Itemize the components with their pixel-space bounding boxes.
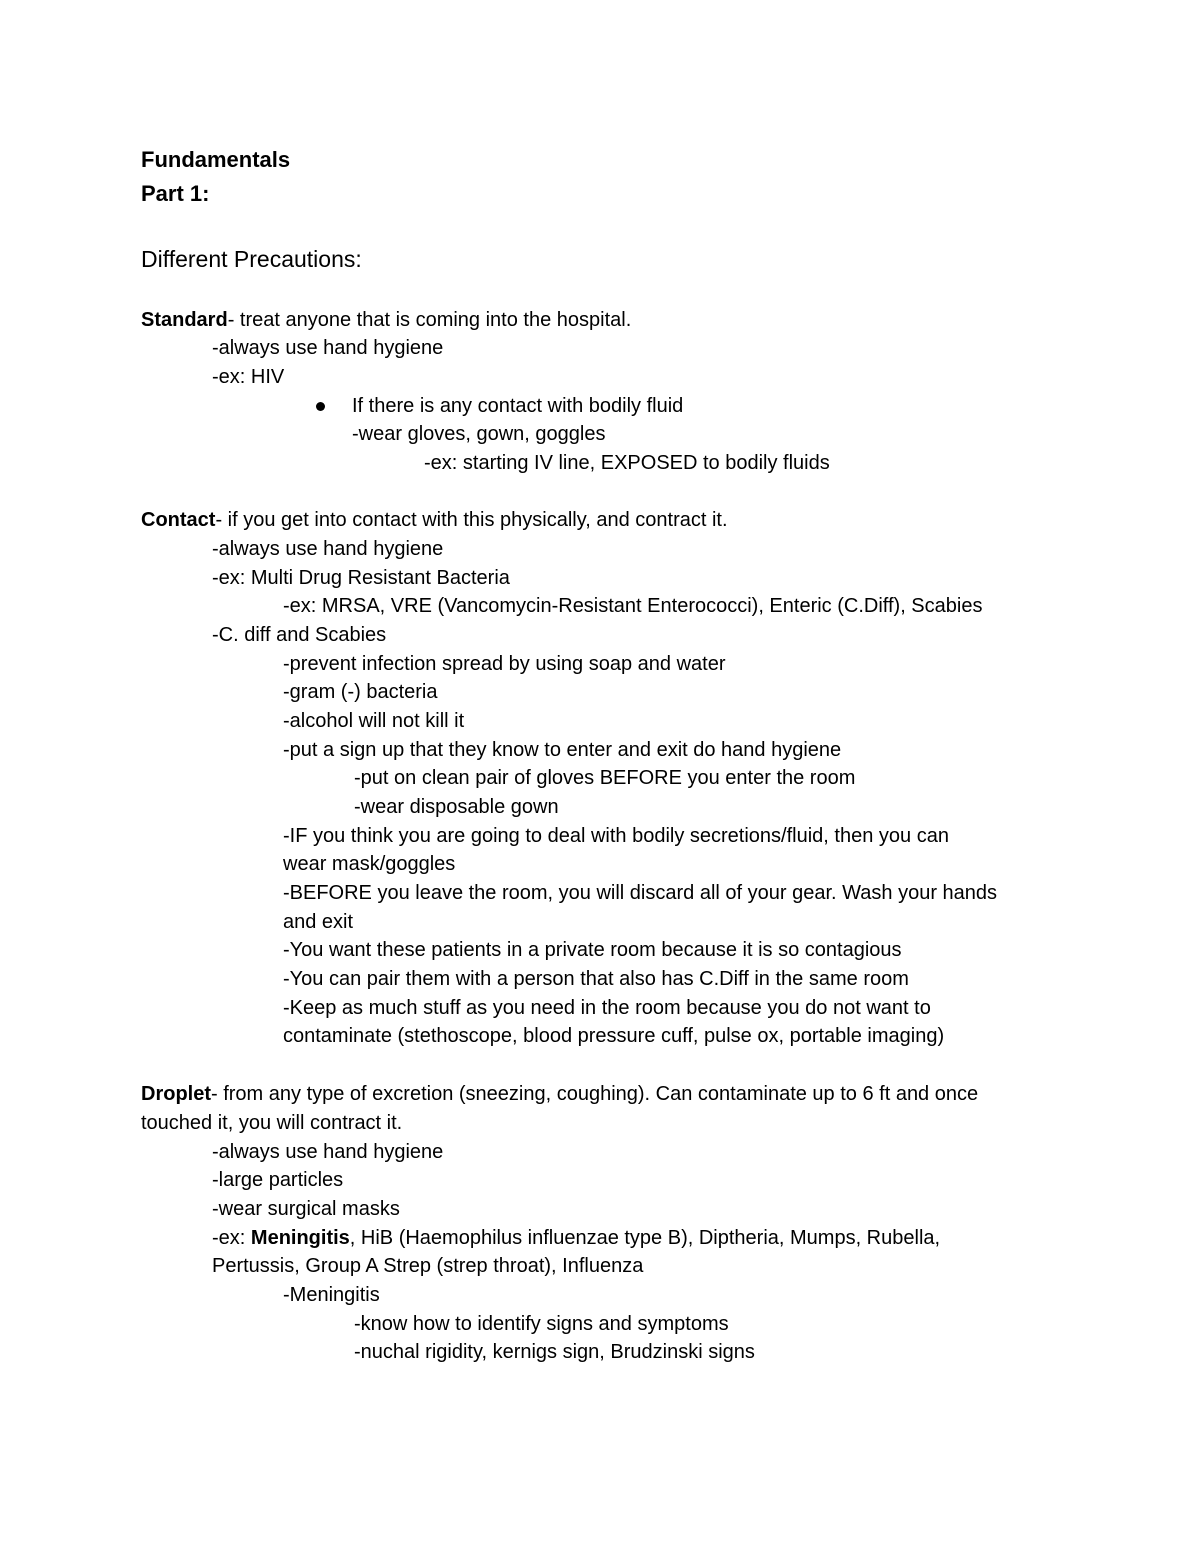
droplet-line (141, 1082, 978, 1106)
droplet-l8: -nuchal rigidity, kernigs sign, Brudzinski signs (354, 1341, 755, 1363)
contact-l17: -Keep as much stuff as you need in the room because you do not want to (283, 997, 931, 1019)
contact-label: Contact (141, 509, 216, 531)
contact-l18: contaminate (stethoscope, blood pressure cuff, pulse ox, portable imaging) (283, 1025, 945, 1047)
contact-l12: wear mask/goggles (283, 853, 456, 875)
standard-l4: -ex: starting IV line, EXPOSED to bodily fluids (424, 452, 830, 474)
droplet-l4-bold: Meningitis (250, 1227, 350, 1249)
section-heading: Different Precautions: (141, 246, 362, 272)
droplet-l5: Pertussis, Group A Strep (strep throat), Influenza (212, 1255, 644, 1277)
bullet-icon (316, 402, 325, 411)
droplet-l6: -Meningitis (283, 1284, 380, 1306)
droplet-l4 (212, 1226, 940, 1250)
standard-desc: - treat anyone that is coming into the hospital. (227, 309, 632, 331)
contact-line (141, 508, 728, 532)
droplet-l4-prefix: -ex: (212, 1227, 251, 1249)
contact-l5: -prevent infection spread by using soap and water (283, 653, 726, 675)
contact-l14: and exit (283, 911, 354, 933)
droplet-desc: - from any type of excretion (sneezing, coughing). Can contaminate up to 6 ft and once (211, 1083, 979, 1105)
contact-l4: -C. diff and Scabies (212, 624, 387, 646)
part-label: Part 1: (141, 181, 210, 206)
standard-line (141, 308, 631, 332)
contact-l3: -ex: MRSA, VRE (Vancomycin-Resistant Enterococci), Enteric (C.Diff), Scabies (283, 595, 983, 617)
standard-l3: -wear gloves, gown, goggles (352, 423, 606, 445)
droplet-desc2: touched it, you will contract it. (141, 1112, 403, 1134)
droplet-label: Droplet (141, 1083, 211, 1105)
contact-l9: -put on clean pair of gloves BEFORE you enter the room (354, 767, 856, 789)
contact-l1: -always use hand hygiene (212, 538, 444, 560)
contact-l13: -BEFORE you leave the room, you will discard all of your gear. Wash your hands (283, 882, 998, 904)
contact-l15: -You want these patients in a private room because it is so contagious (283, 939, 902, 961)
contact-l11: -IF you think you are going to deal with bodily secretions/fluid, then you can (283, 825, 949, 847)
standard-l1: -always use hand hygiene (212, 337, 444, 359)
contact-desc: - if you get into contact with this physically, and contract it. (215, 509, 728, 531)
contact-l16: -You can pair them with a person that also has C.Diff in the same room (283, 968, 909, 990)
contact-l8: -put a sign up that they know to enter and exit do hand hygiene (283, 739, 842, 761)
document-title: Fundamentals (141, 147, 291, 172)
droplet-l1: -always use hand hygiene (212, 1141, 444, 1163)
droplet-l2: -large particles (212, 1169, 344, 1191)
standard-bullet-text: If there is any contact with bodily fluid (352, 395, 684, 417)
standard-l2: -ex: HIV (212, 366, 285, 388)
contact-l6: -gram (-) bacteria (283, 681, 438, 703)
contact-l10: -wear disposable gown (354, 796, 559, 818)
droplet-l4-rest: , HiB (Haemophilus influenzae type B), Diptheria, Mumps, Rubella, (349, 1227, 941, 1249)
droplet-l3: -wear surgical masks (212, 1198, 400, 1220)
contact-l2: -ex: Multi Drug Resistant Bacteria (212, 567, 510, 589)
standard-label: Standard (141, 309, 228, 331)
contact-l7: -alcohol will not kill it (283, 710, 465, 732)
droplet-l7: -know how to identify signs and symptoms (354, 1313, 729, 1335)
